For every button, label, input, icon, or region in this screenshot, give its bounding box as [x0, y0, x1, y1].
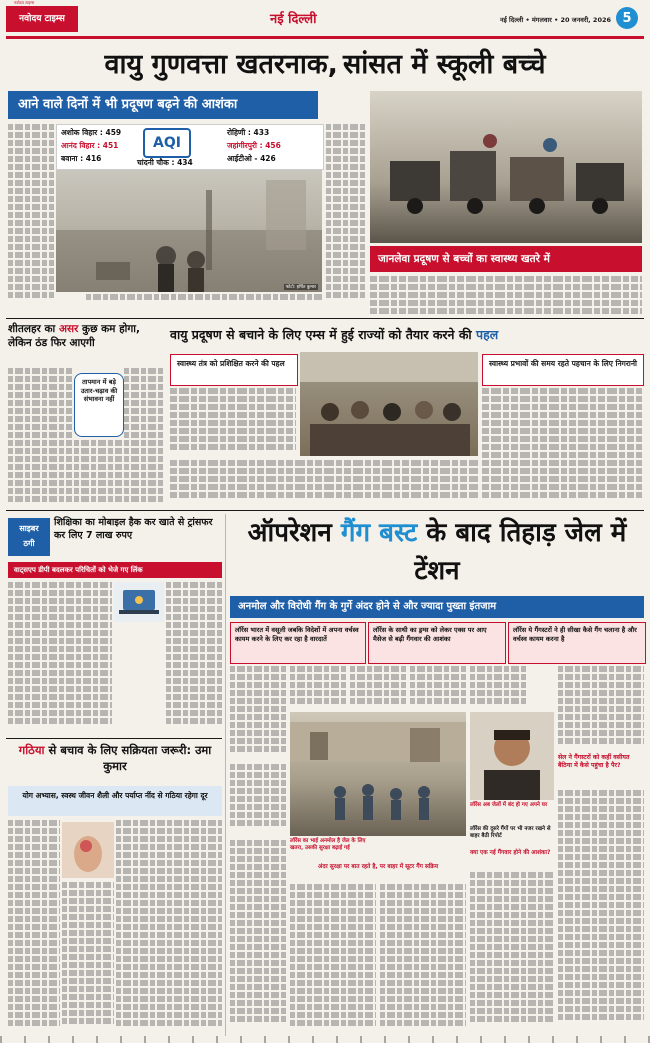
cyber-tag-line2: ठगी — [23, 539, 35, 548]
aqi-ito: आईटीओ - 426 — [227, 154, 276, 163]
lead-left-column — [8, 124, 54, 304]
section-rule-3 — [6, 738, 222, 739]
gang-headline-part2: के बाद तिहाड़ जेल में टेंशन — [414, 518, 627, 586]
gang-text-lower-d — [470, 872, 554, 1034]
gang-box-1 — [230, 622, 366, 664]
brand-logo: नवोदय टाइम्स — [19, 14, 65, 24]
laptop-icon — [114, 582, 164, 622]
gang-box-1-text: लॉरेंस भारत में वसूली जबकि विदेशों में अपना वर्चस्व कायम करने के लिए कर रहा है वारदातें — [235, 626, 359, 643]
aiims-headline-highlight: पहल — [476, 327, 499, 342]
aiims-text-bottom — [170, 460, 478, 506]
right-block-head: लॉरेंस की दूसरे गैंगों पर भी नजर रखने से बाहर बैठी रिपोर्ट — [470, 826, 551, 839]
traffic-photo — [370, 91, 642, 243]
aiims-photo — [300, 352, 478, 456]
arthritis-headline — [8, 742, 222, 782]
arthritis-photo — [62, 822, 114, 878]
arthritis-subhead: योग अभ्यास, स्वस्थ जीवन शैली और पर्याप्त नींद से गठिया रहेगा दूर — [22, 791, 208, 800]
gangster-portrait — [470, 712, 554, 800]
lead-headline-part1: वायु गुणवत्ता खतरनाक, — [104, 49, 338, 80]
aqi-ashok-vihar: अशोक विहार : 459 — [61, 128, 122, 137]
cyber-tag — [8, 518, 50, 556]
aiims-right-box-text: स्वास्थ्य प्रभावों की समय रहते पहचान के लिए निगरानी — [489, 359, 637, 368]
aqi-chandni-chowk: चांदनी चौक : 434 — [137, 158, 193, 167]
lead-subhead: आने वाले दिनों में भी प्रदूषण बढ़ने की आशंका — [18, 97, 238, 112]
health-risk-banner — [370, 246, 642, 272]
tihar-photo — [290, 712, 466, 836]
cyber-tag-line1: साइबर — [19, 524, 39, 533]
lead-subhead-banner — [8, 91, 318, 119]
gang-text-col3 — [350, 666, 406, 710]
cold-headline-part2: कुछ कम होगा, लेकिन ठंड फिर आएगी — [8, 323, 141, 349]
aqi-anand-vihar: आनंद विहार : 451 — [61, 141, 119, 150]
gang-text-right-2 — [558, 790, 644, 1034]
gang-text-right — [558, 666, 644, 752]
cold-headline-highlight: असर — [58, 323, 79, 335]
gang-text-lower-b — [290, 884, 376, 1034]
section-rule-1 — [6, 318, 644, 319]
photo-credit: फोटो: हर्षित कुमार — [285, 285, 316, 290]
gang-strap: अनमोल और विरोधी गैंग के गुर्गे अंदर होने से और ज्यादा पुख्ता इंतजाम — [238, 601, 497, 612]
cold-box-text: तापमान में बड़े उतार-चढ़ाव की संभावना नहीं — [80, 378, 118, 403]
arthritis-text-right — [116, 820, 222, 1034]
smog-photo — [56, 170, 322, 292]
gang-text-col2 — [290, 666, 346, 710]
lead-bottom-text — [370, 276, 642, 316]
cyber-subhead-banner — [8, 562, 222, 578]
gang-side-head: सेल ने गैंगस्टरों को कहीं वसीयत बैठिया में कैसे पहुंचा है पैर? — [558, 754, 630, 769]
gang-text-lower-a — [230, 840, 286, 1034]
arthritis-headline-part2: से बचाव के लिए सक्रियता जरूरी: उमा कुमार — [48, 743, 212, 773]
gang-headline-part1: ऑपरेशन — [247, 518, 332, 548]
aiims-right-box — [482, 354, 644, 386]
aiims-left-box-text: स्वास्थ्य तंत्र को प्रशिक्षित करने की पहल — [177, 359, 285, 368]
cyber-text-left — [8, 582, 112, 732]
cyber-headline: शिक्षिका का मोबाइल हैक कर खाते से ट्रांसफर कर लिए 7 लाख रुपए — [54, 517, 213, 541]
gang-text-lower-c — [380, 884, 466, 1034]
cyber-subhead: वाट्सएप डीपी बदलकर परिचितों को भेजे गए लिंक — [14, 566, 143, 574]
arthritis-text-mid — [62, 882, 114, 1034]
traffic-photo-graphic — [370, 91, 642, 243]
column-divider — [225, 514, 227, 1036]
masthead — [0, 0, 650, 44]
lead-headline — [6, 44, 644, 86]
gang-text-col4 — [410, 666, 466, 710]
masthead-city: नई दिल्ली — [270, 12, 317, 27]
lead-headline-part2: सांसत में स्कूली बच्चे — [342, 49, 546, 80]
arthritis-text-left — [8, 820, 60, 1034]
gang-text-col1-lower — [230, 764, 286, 836]
aiims-left-box — [170, 354, 298, 386]
smog-photo-graphic — [56, 170, 322, 292]
cyber-text-right — [166, 582, 222, 732]
gang-headline-highlight: गैंग बस्ट — [340, 518, 418, 548]
cold-story-text-bottom — [74, 440, 122, 506]
gang-text-col1 — [230, 666, 286, 762]
arthritis-headline-highlight: गठिया — [18, 743, 45, 757]
lead-middle-column — [326, 124, 366, 304]
page-number: 5 — [622, 11, 632, 26]
gang-inner-head: अंदर सुरक्षा पर बात रहते है, पर बाहर में सूटर गैंग सक्रिय — [317, 864, 439, 870]
registration-strip — [0, 1036, 650, 1043]
portrait-graphic — [470, 712, 554, 800]
gang-strap-banner — [230, 596, 644, 618]
aqi-rohini: रोहिणी : 433 — [227, 128, 270, 137]
page-number-badge — [616, 7, 638, 29]
masthead-left-brand-block — [6, 6, 78, 32]
masthead-rule — [6, 36, 644, 39]
cold-story-text-left — [8, 368, 72, 506]
arthritis-subhead-box — [8, 786, 222, 816]
aiims-headline-part1: वायु प्रदूषण से बचाने के लिए एम्स में हुई राज्यों को तैयार करने की — [170, 327, 472, 342]
cold-story-headline — [8, 322, 158, 362]
date-line: नई दिल्ली • मंगलवार • 20 जनवरी, 2026 — [500, 16, 612, 24]
cold-temperature-box — [74, 373, 124, 437]
gang-box-2 — [368, 622, 506, 664]
gang-headline — [230, 514, 644, 592]
aiims-text-left — [170, 388, 296, 456]
tihar-photo-graphic — [290, 712, 466, 836]
aqi-bawana: बवाना : 416 — [61, 154, 102, 163]
gang-box-3 — [508, 622, 646, 664]
aiims-photo-graphic — [300, 352, 478, 456]
gang-side-question: क्या एक नई गैंगवार होने की आशंका? — [470, 850, 551, 856]
cyber-illustration — [114, 582, 164, 622]
gang-box-2-text: लॉरेंस के साथी का ड्रग्स को लेकर एक्स पर आए मैसेज से बढ़ी गैंगवार की आशंका — [373, 626, 487, 643]
portrait-caption: लॉरेंस अब जेलों में बंद हो गए अपने घर — [470, 802, 548, 808]
cold-headline-part1: शीतलहर का — [8, 323, 56, 335]
aiims-text-right — [482, 388, 642, 506]
aiims-headline — [170, 326, 644, 350]
section-rule-2 — [6, 510, 644, 511]
hand-icon — [62, 822, 114, 878]
aqi-jahangirpuri: जहांगीरपुरी : 456 — [227, 141, 281, 150]
aqi-logo-text: AQI — [153, 135, 181, 151]
aqi-logo — [143, 128, 191, 158]
health-risk-banner-text: जानलेवा प्रदूषण से बच्चों का स्वास्थ्य खतरे में — [378, 253, 550, 265]
aqi-box — [56, 124, 324, 170]
cold-story-text-right — [124, 368, 164, 506]
smog-photo-caption-area — [86, 294, 322, 308]
gang-text-col5 — [470, 666, 528, 710]
gang-box-3-text: लॉरेंस ये गैंगस्टरों ने ही सीखा कैसे गैंग चलाना है और वर्चस्व कायम करना है — [513, 626, 637, 643]
tihar-photo-caption: लॉरेंस का भाई अनमोल है जेल के लिए खतरा, उसकी सुरक्षा बढ़ाई गई — [290, 838, 366, 851]
masthead-sub: नवोदय टाइम्स — [14, 0, 35, 5]
